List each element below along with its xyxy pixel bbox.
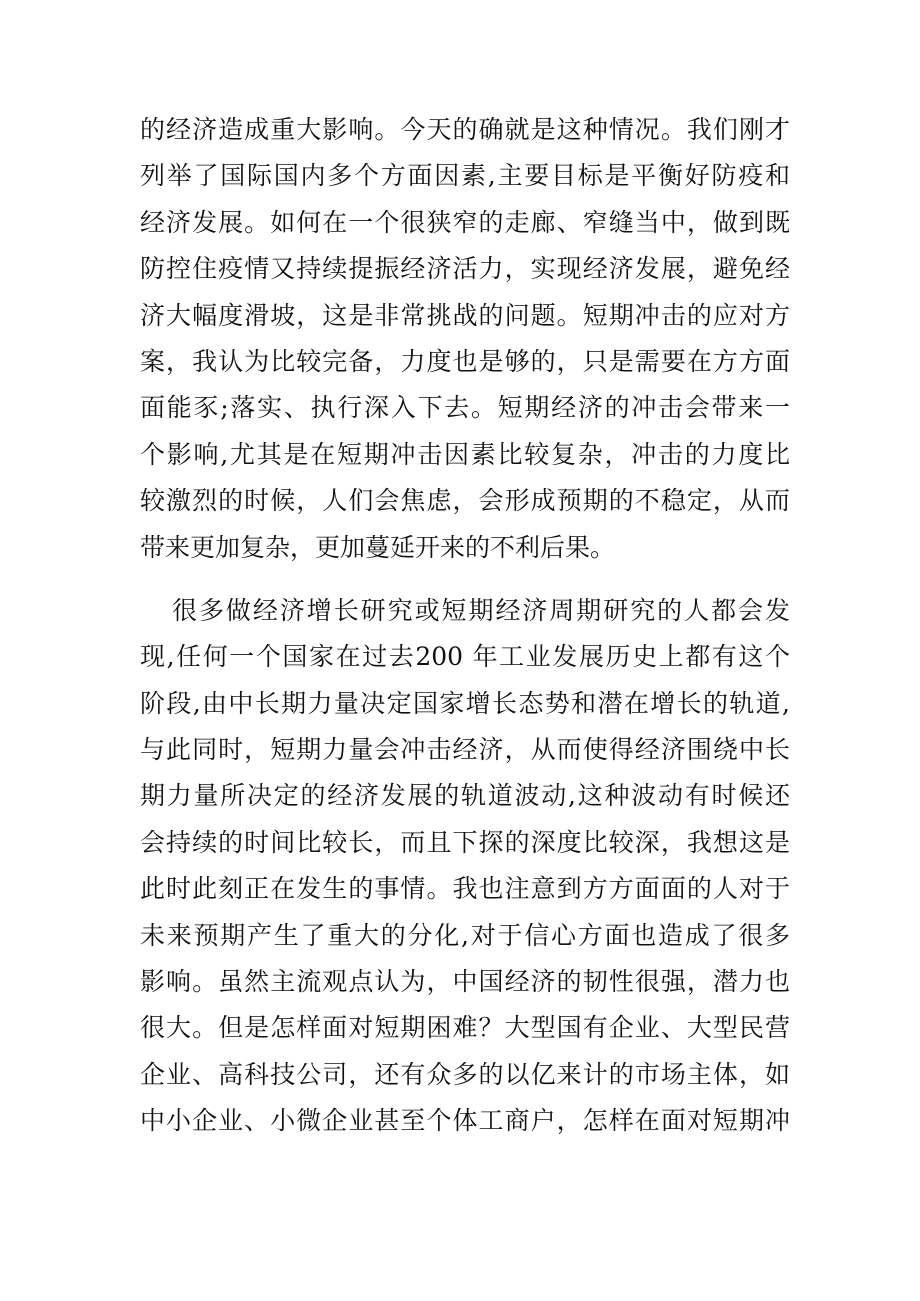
text-line: 企业、高科技公司，还有众多的以亿来计的市场主体，如 [140,1059,790,1089]
text-line: 防控住疫情又持续提振经济活力，实现经济发展，避免经 [140,254,790,284]
text-line: 的经济造成重大影响。今天的确就是这种情况。我们刚才 [140,115,790,144]
text-line: 很大。但是怎样面对短期困难？大型国有企业、大型民营 [140,1013,790,1043]
text-line: 影响。虽然主流观点认为，中国经济的韧性很强，潜力也 [140,967,790,997]
text-line: 未来预期产生了重大的分化,对于信心方面也造成了很多 [140,920,790,950]
text-line: 济大幅度滑坡，这是非常挑战的问题。短期冲击的应对方 [140,300,790,330]
paragraph-2 [140,588,790,1145]
paragraph-1 [140,107,790,571]
text-line: 与此同时，短期力量会冲击经济，从而使得经济围绕中长 [140,735,790,765]
text-line: 个影响,尤其是在短期冲击因素比较复杂，冲击的力度比 [140,439,790,469]
text-line: 很多做经济增长研究或短期经济周期研究的人都会发 [172,595,790,625]
paragraph-spacer [140,571,790,588]
text-line: 会持续的时间比较长，而且下探的深度比较深，我想这是 [140,827,790,857]
text-line: 面能豕;落实、执行深入下去。短期经济的冲击会带来一 [140,393,790,423]
text-line: 带来更加复杂，更加蔓延开来的不利后果。 [140,532,616,562]
text-line: 经济发展。如何在一个很狭窄的走廊、窄缝当中，做到既 [140,207,790,237]
text-line: 案，我认为比较完备，力度也是够的，只是需要在方方面 [140,346,790,376]
text-line: 期力量所决定的经济发展的轨道波动,这种波动有时候还 [140,781,790,811]
text-line: 较激烈的时候，人们会焦虑，会形成预期的不稳定，从而 [140,486,790,516]
text-line: 现,任何一个国家在过去200 年工业发展历史上都有这个 [140,642,790,672]
text-line: 列举了国际国内多个方面因素,主要目标是平衡好防疫和 [140,161,790,191]
text-line: 阶段,由中长期力量决定国家增长态势和潜在增长的轨道, [140,688,790,718]
document-body [140,107,790,1145]
text-line: 此时此刻正在发生的事情。我也注意到方方面面的人对于 [140,874,790,904]
text-line: 中小企业、小微企业甚至个体工商户，怎样在面对短期冲 [140,1106,790,1136]
